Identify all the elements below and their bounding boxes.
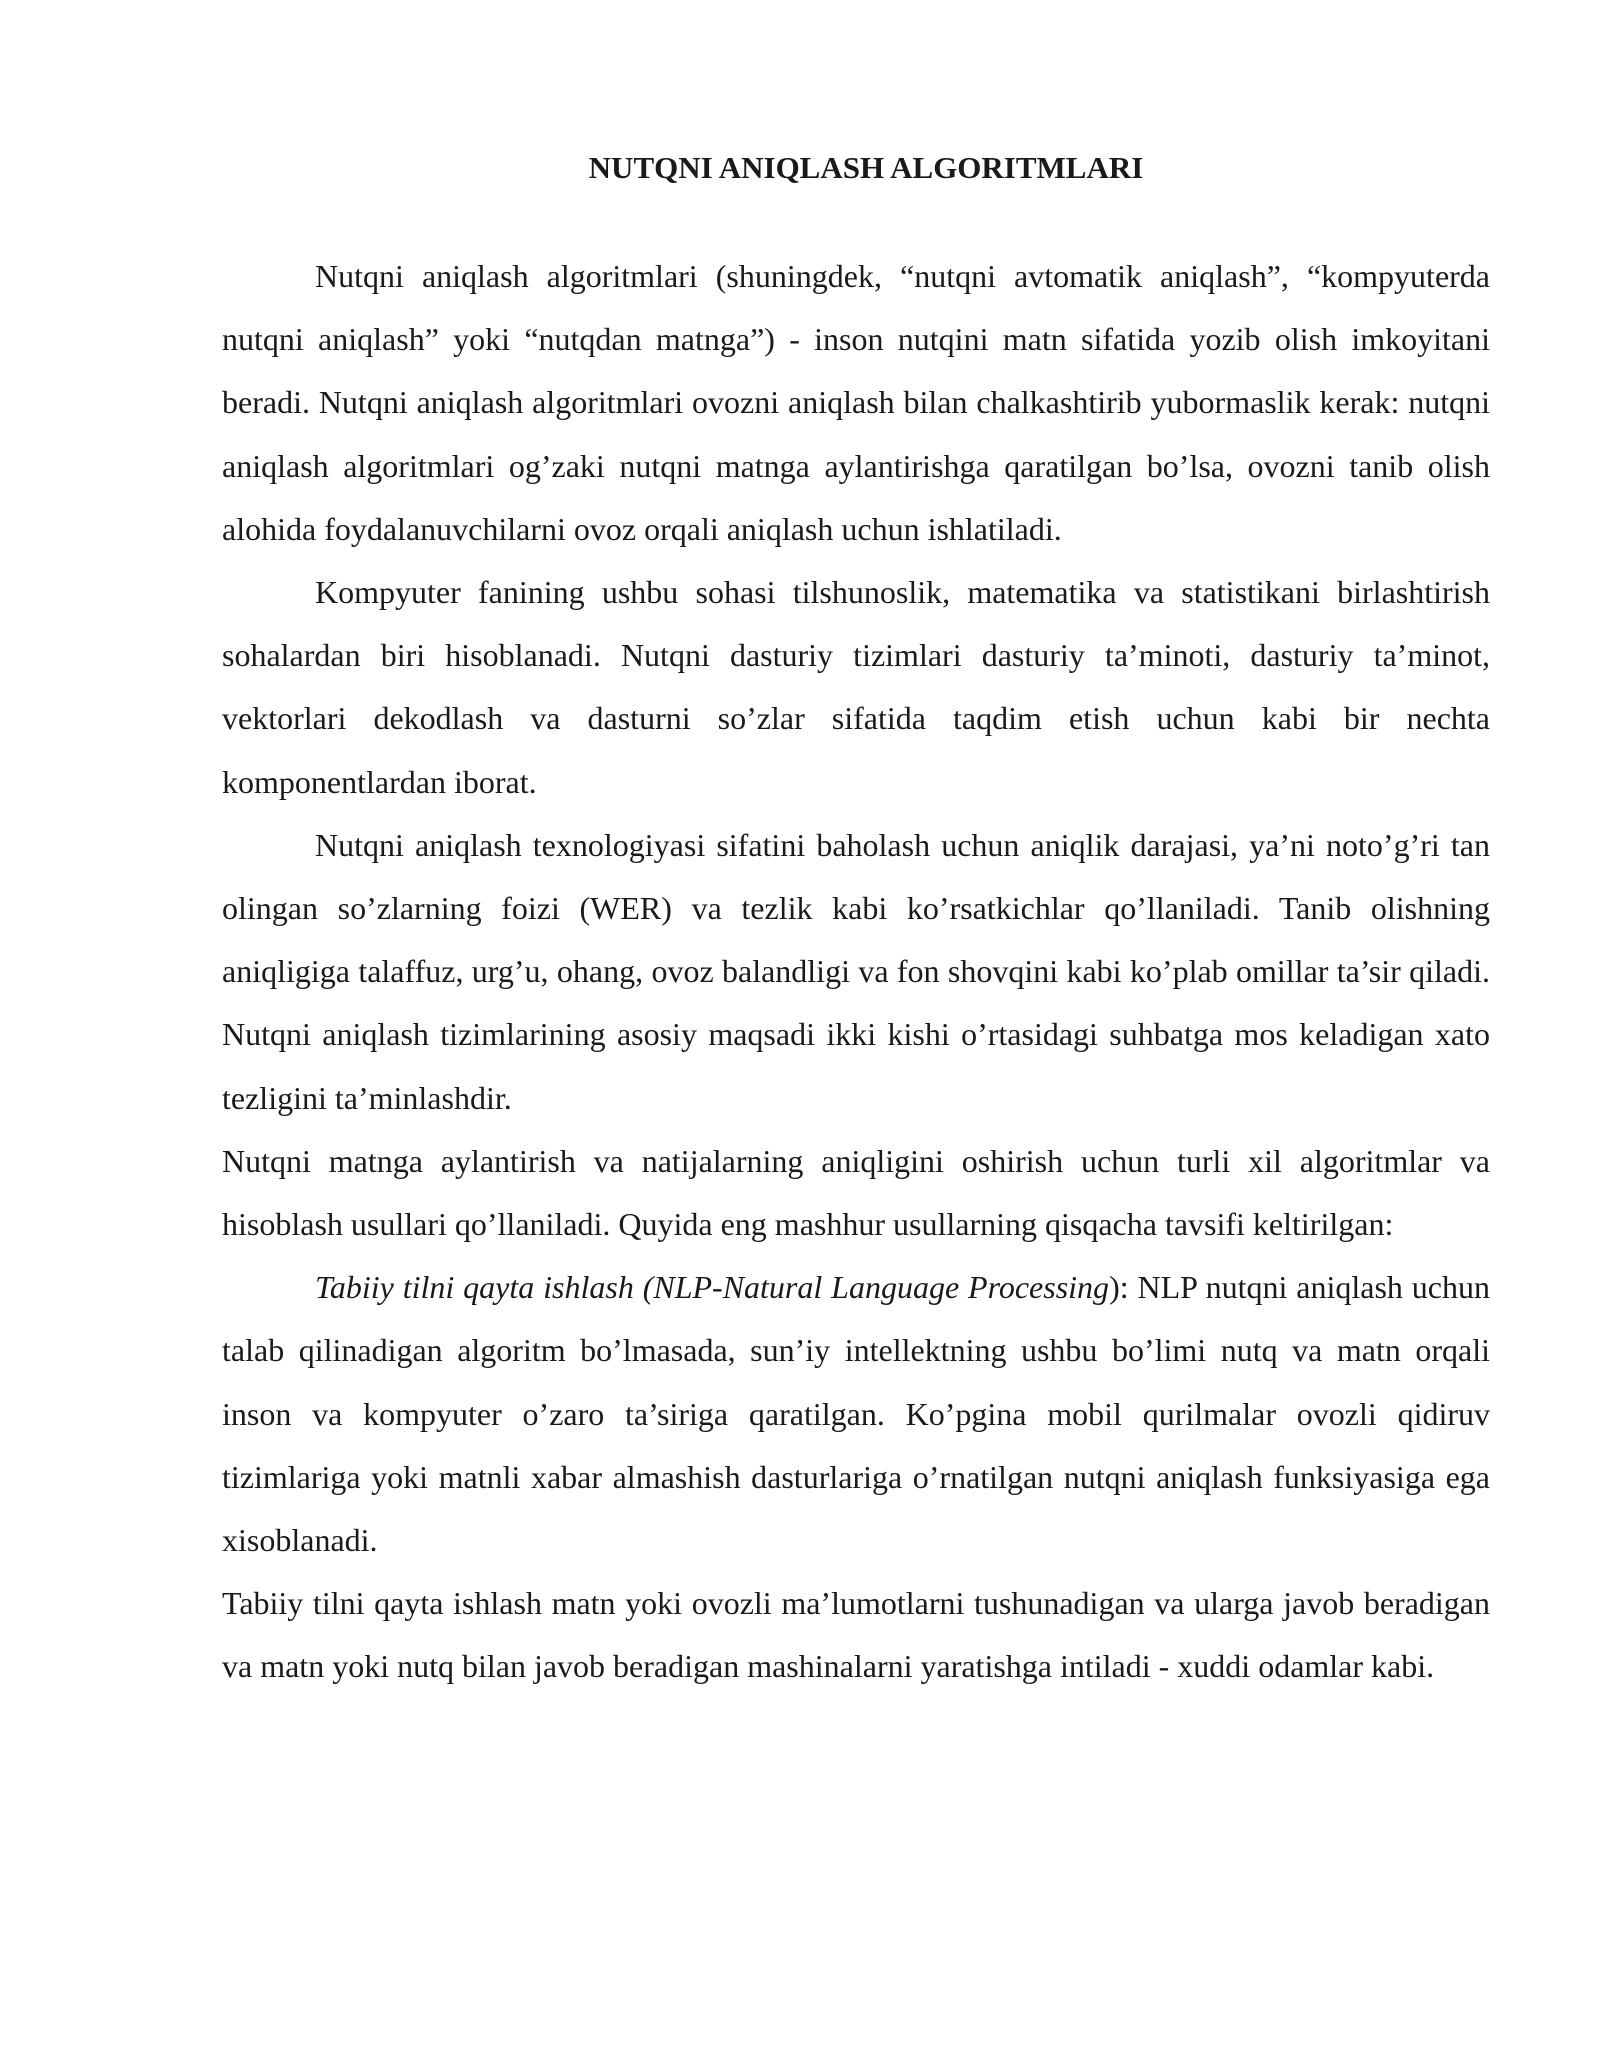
paragraph-methods-intro [222, 1130, 1490, 1256]
paragraph-nlp [222, 1256, 1490, 1572]
paragraph-text: Nutqni matnga aylantirish va natijalarning aniqligini oshirish uchun turli xil algoritmlar va hisoblash usullari qo’llaniladi. Quyida eng mashhur usullarning qisqacha tavsifi keltirilgan: [222, 1142, 1490, 1243]
paragraph-text: Nutqni aniqlash texnologiyasi sifatini baholash uchun aniqlik darajasi, ya’ni noto’g’ri tan olingan so’zlarning foizi (WER) va tezlik kabi ko’rsatkichlar qo’llaniladi. Tanib olishning aniqligiga talaffuz, urg’u, ohang, ovoz balandligi va fon shovqini kabi ko’plab omillar ta’sir qiladi. Nutqni aniqlash tizimlarining asosiy maqsadi ikki kishi o’rtasidagi suhbatga mos keladigan xato tezligini ta’minlashdir. [222, 826, 1490, 1116]
document-page [222, 130, 1490, 1699]
document-title: NUTQNI ANIQLASH ALGORITMLARI [588, 150, 1144, 185]
paragraph-text: Tabiiy tilni qayta ishlash matn yoki ovozli ma’lumotlarni tushunadigan va ularga javob beradigan va matn yoki nutq bilan javob beradigan mashinalarni yaratishga intiladi - xuddi odamlar kabi. [222, 1585, 1490, 1685]
paragraph-text: ): NLP nutqni aniqlash uchun talab qilinadigan algoritm bo’lmasada, sun’iy intellektning ushbu bo’limi nutq va matn orqali inson va kompyuter o’zaro ta’siriga qaratilgan. Ko’pgina mobil qurilmalar ovozli qidiruv tizimlariga yoki matnli xabar almashish dasturlariga o’rnatilgan nutqni aniqlash funksiyasiga ega xisoblanadi. [222, 1269, 1491, 1559]
paragraph-text: Nutqni aniqlash algoritmlari (shuningdek, “nutqni avtomatik aniqlash”, “kompyuterda nutqni aniqlash” yoki “nutqdan matnga”) - inson nutqini matn sifatida yozib olish imkoyitani beradi. Nutqni aniqlash algoritmlari ovozni aniqlash bilan chalkashtirib yubormaslik kerak: nutqni aniqlash algoritmlari og’zaki nutqni matnga aylantirishga qaratilgan bo’lsa, ovozni tanib olish alohida foydalanuvchilarni ovoz orqali aniqlash uchun ishlatiladi. [222, 258, 1490, 547]
paragraph-italic-lead: Tabiiy tilni qayta ishlash (NLP-Natural Language Processing [315, 1269, 1110, 1306]
paragraph-computer-science [222, 561, 1490, 814]
paragraph-text: Kompyuter fanining ushbu sohasi tilshunoslik, matematika va statistikani birlashtirish sohalardan biri hisoblanadi. Nutqni dasturiy tizimlari dasturiy ta’minoti, dasturiy ta’minot, vektorlari dekodlash va dasturni so’zlar sifatida taqdim etish uchun kabi bir nechta komponentlardan iborat. [222, 574, 1490, 800]
paragraph-nlp-goal [222, 1572, 1490, 1698]
paragraph-quality-metrics [222, 814, 1490, 1130]
paragraph-intro [222, 245, 1490, 561]
document-body [222, 245, 1490, 1699]
